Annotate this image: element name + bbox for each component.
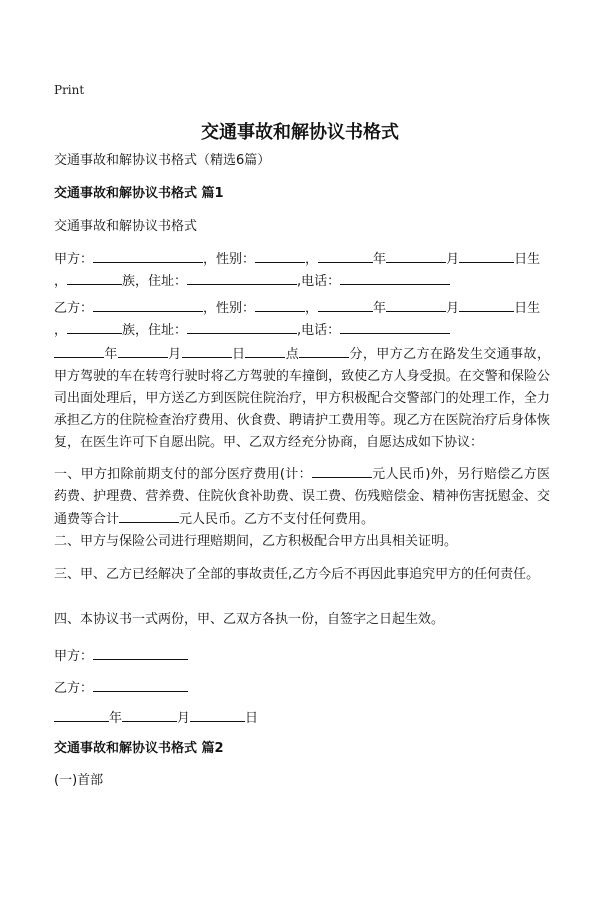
gender-label: ，性别： (203, 301, 256, 316)
party-b-line2 (54, 319, 450, 340)
party-a-phone-blank[interactable] (340, 270, 450, 285)
party-b-label: 乙方： (54, 301, 94, 316)
clause-1-after: 元人民币。乙方不支付任何费用。 (179, 512, 375, 527)
sign-b-label: 乙方： (54, 681, 94, 696)
party-b-ethnicity-blank[interactable] (67, 319, 122, 334)
party-a-gender-blank[interactable] (255, 248, 305, 263)
party-a-label: 甲方： (54, 252, 94, 267)
sign-b-blank[interactable] (93, 677, 188, 692)
clause-1 (54, 463, 550, 531)
section1-subtitle: 交通事故和解协议书格式 (54, 219, 198, 234)
ethnicity-address-label: 族，住址： (122, 274, 188, 289)
clause-4: 四、本协议书一式两份，甲、乙双方各执一份，自签字之日起生效。 (54, 612, 445, 627)
birth-day-label: 日生 (514, 301, 541, 316)
ethnicity-address-label: 族，住址： (122, 323, 188, 338)
sign-a-blank[interactable] (93, 645, 188, 660)
clause-1-amount-blank[interactable] (312, 463, 372, 478)
year-label: 年 (109, 711, 123, 726)
signature-b (54, 677, 188, 698)
month-label: 月 (446, 252, 460, 267)
birth-day-label: 日生 (514, 252, 541, 267)
signature-a (54, 645, 188, 666)
accident-minute-blank[interactable] (299, 343, 349, 358)
intro-text: 交通事故和解协议书格式（精选6篇） (54, 153, 271, 168)
section2-first-item: (一)首部 (54, 773, 104, 788)
party-a-address-blank[interactable] (187, 270, 297, 285)
party-a-ethnicity-blank[interactable] (67, 270, 122, 285)
year-label: 年 (373, 301, 387, 316)
month-label: 月 (167, 347, 182, 362)
comma: ， (54, 323, 68, 338)
phone-label: ,电话： (297, 274, 341, 289)
clause-1-total-blank[interactable] (119, 508, 179, 523)
sign-a-label: 甲方： (54, 649, 94, 664)
accident-paragraph (54, 343, 550, 454)
month-label: 月 (177, 711, 191, 726)
party-a-month-blank[interactable] (386, 248, 446, 263)
accident-day-blank[interactable] (182, 343, 232, 358)
day-label: 日 (245, 711, 259, 726)
party-a-line1: 甲方： ，性别： ， 年 月 日生 (54, 248, 540, 269)
print-link[interactable]: Print (54, 83, 85, 97)
hour-label: 点 (285, 347, 300, 362)
party-b-address-blank[interactable] (187, 319, 297, 334)
section1-heading: 交通事故和解协议书格式 篇1 (54, 186, 224, 201)
sign-month-blank[interactable] (122, 707, 177, 722)
accident-month-blank[interactable] (118, 343, 168, 358)
accident-hour-blank[interactable] (245, 343, 285, 358)
accident-year-blank[interactable] (54, 343, 104, 358)
party-a-name-blank[interactable] (93, 248, 203, 263)
party-b-phone-blank[interactable] (340, 319, 450, 334)
year-label: 年 (104, 347, 118, 362)
minute-label: 分， (349, 347, 377, 362)
sign-year-blank[interactable] (54, 707, 109, 722)
year-label: 年 (373, 252, 387, 267)
page-title: 交通事故和解协议书格式 (201, 122, 399, 143)
signing-date (54, 707, 258, 728)
section2-heading: 交通事故和解协议书格式 篇2 (54, 741, 224, 756)
party-b-line1: 乙方： ，性别： ， 年 月 日生 (54, 297, 540, 318)
party-b-name-blank[interactable] (93, 297, 203, 312)
clause-1-middle: 元人民币)外，另行赔偿乙方医药费、护理费、营养费、住院伙食补助费、误工费、伤残赔偿金、精神伤害抚慰金、交通费等合计 (54, 467, 551, 527)
party-b-month-blank[interactable] (386, 297, 446, 312)
gender-label: ，性别： (203, 252, 256, 267)
party-b-gender-blank[interactable] (255, 297, 305, 312)
comma: ， (54, 274, 68, 289)
party-b-day-blank[interactable] (459, 297, 514, 312)
day-label: 日 (231, 347, 246, 362)
clause-3: 三、甲、乙方已经解决了全部的事故责任,乙方今后不再因此事追究甲方的任何责任。 (54, 567, 540, 582)
party-a-year-blank[interactable] (318, 248, 373, 263)
party-a-line2 (54, 270, 450, 291)
clause-1-before: 一、甲方扣除前期支付的部分医疗费用(计： (54, 467, 312, 482)
accident-text: 甲方乙方在路发生交通事故，甲方驾驶的车在转弯行驶时将乙方驾驶的车撞倒，致使乙方人身受损。在交警和保险公司出面处理后，甲方送乙方到医院住院治疗，甲方积极配合交警部门的处理工作，全力承担乙方的住院检查治疗费用、伙食费、聘请护工费用等。现乙方在医院治疗后身体恢复，在医生许可下自愿出院。甲、乙双方经充分协商，自愿达成如下协议： (54, 347, 550, 450)
clause-2: 二、甲方与保险公司进行理赔期间，乙方积极配合甲方出具相关证明。 (54, 534, 458, 549)
month-label: 月 (446, 301, 460, 316)
party-b-year-blank[interactable] (318, 297, 373, 312)
party-a-day-blank[interactable] (459, 248, 514, 263)
phone-label: ,电话： (297, 323, 341, 338)
sign-day-blank[interactable] (190, 707, 245, 722)
